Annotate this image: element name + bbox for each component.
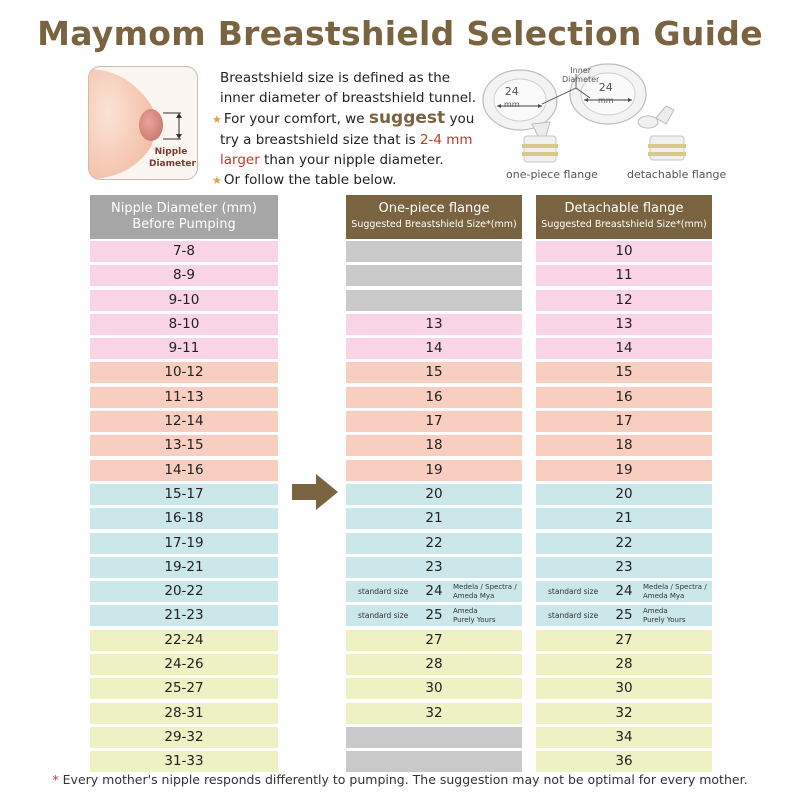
detachable-size-value: 11 (615, 267, 633, 284)
detachable-size-label: 24 mm (598, 81, 614, 105)
compatible-brands-label (453, 583, 533, 600)
compatible-brands-label (643, 607, 723, 624)
brand-line: Purely Yours (453, 615, 496, 624)
onepiece-size-cell (346, 265, 522, 286)
brand-line: Ameda (453, 607, 478, 616)
nipple-diameter-cell: 13-15 (90, 435, 278, 456)
nipple-diameter-cell: 7-8 (90, 241, 278, 262)
compatible-brands-label (643, 583, 723, 600)
nipple-diameter-label: Nipple Diameter (149, 147, 196, 169)
onepiece-size-cell (346, 411, 522, 432)
nipple-diameter-cell: 31-33 (90, 751, 278, 772)
right-arrow-icon (292, 474, 338, 514)
onepiece-size-value: 20 (425, 485, 443, 502)
onepiece-size-cell (346, 703, 522, 724)
onepiece-size-cell (346, 387, 522, 408)
onepiece-size-cell (346, 241, 522, 262)
nipple-diameter-cell: 8-10 (90, 314, 278, 335)
onepiece-size-cell (346, 338, 522, 359)
onepiece-size-cell (346, 654, 522, 675)
onepiece-size-value: 27 (425, 631, 443, 648)
detachable-flange-caption: detachable flange (627, 168, 727, 181)
nipple-diameter-cell: 8-9 (90, 265, 278, 286)
onepiece-size-value: 24 (425, 583, 443, 600)
onepiece-size-value: 13 (425, 315, 443, 332)
standard-size-label: standard size (548, 587, 599, 597)
nipple-diameter-cell: 9-10 (90, 290, 278, 311)
detachable-size-cell (536, 314, 712, 335)
detachable-size-value: 10 (615, 243, 633, 259)
onepiece-size-value: 28 (425, 656, 443, 673)
detachable-size-value: 22 (615, 534, 633, 551)
nipple-diameter-cell: 24-26 (90, 654, 278, 675)
onepiece-size-value: 19 (425, 461, 443, 478)
detachable-size-cell (536, 241, 712, 262)
detachable-size-value: 36 (615, 753, 633, 770)
inner-diameter-label: Inner Diameter (562, 66, 600, 84)
detachable-size-value: 13 (615, 315, 633, 332)
detachable-size-value: 34 (615, 728, 633, 745)
detachable-size-cell (536, 727, 712, 748)
detachable-size-cell (536, 460, 712, 481)
onepiece-size-cell (346, 460, 522, 481)
detachable-size-cell (536, 751, 712, 772)
detachable-size-value: 30 (615, 680, 633, 697)
onepiece-size-value: 21 (425, 510, 443, 527)
onepiece-size-value: 15 (425, 364, 443, 381)
onepiece-flange-header: One-piece flange Suggested Breastshield Size*(mm) (346, 195, 522, 239)
nipple-diameter-cell: 28-31 (90, 703, 278, 724)
detachable-size-cell (536, 338, 712, 359)
nipple-diameter-cell: 9-11 (90, 338, 278, 359)
nipple-diameter-cell: 10-12 (90, 362, 278, 383)
standard-size-label: standard size (358, 587, 409, 597)
onepiece-size-cell (346, 435, 522, 456)
detachable-size-value: 25 (615, 607, 633, 624)
star-icon: ★ (212, 174, 222, 187)
onepiece-size-value: 18 (425, 437, 443, 454)
nipple-diameter-cell: 11-13 (90, 387, 278, 408)
detachable-size-value: 18 (615, 437, 633, 454)
nipple-diameter-cell: 17-19 (90, 533, 278, 554)
nipple-diameter-cell: 12-14 (90, 411, 278, 432)
brand-line: Purely Yours (643, 615, 686, 624)
star-icon: ★ (212, 113, 222, 126)
onepiece-flange-column (346, 195, 522, 776)
intro-text: Breastshield size is defined as the inner diameter of breastshield tunnel. ★ For your comfort, we suggest you try a breastshield size that is 2-4 mm larger than your nipple diameter. ★ Or follow the table below. (212, 70, 477, 188)
detachable-size-value: 27 (615, 631, 633, 648)
footnote: * Every mother's nipple responds differently to pumping. The suggestion may not be optimal for every mother. (52, 772, 748, 787)
onepiece-size-value: 30 (425, 680, 443, 697)
detachable-size-cell (536, 533, 712, 554)
compatible-brands-label (453, 607, 533, 624)
detachable-size-value: 23 (615, 558, 633, 575)
onepiece-size-cell (346, 630, 522, 651)
nipple-diameter-cell: 22-24 (90, 630, 278, 651)
detachable-size-cell (536, 678, 712, 699)
onepiece-size-value: 25 (425, 607, 443, 624)
onepiece-size-cell (346, 678, 522, 699)
nipple-diameter-cell: 21-23 (90, 605, 278, 626)
nipple-diameter-cell: 25-27 (90, 678, 278, 699)
nipple-diameter-cell: 20-22 (90, 581, 278, 602)
onepiece-size-cell (346, 605, 522, 626)
detachable-flange-header: Detachable flange Suggested Breastshield Size*(mm) (536, 195, 712, 239)
nipple-diameter-cell: 15-17 (90, 484, 278, 505)
onepiece-size-value: 32 (425, 704, 443, 721)
nipple-illustration (88, 66, 198, 180)
detachable-size-cell (536, 265, 712, 286)
detachable-size-cell (536, 411, 712, 432)
detachable-size-cell (536, 387, 712, 408)
detachable-size-cell (536, 630, 712, 651)
onepiece-size-cell (346, 484, 522, 505)
nipple-diameter-cell: 14-16 (90, 460, 278, 481)
onepiece-size-cell (346, 508, 522, 529)
onepiece-size-value: 16 (425, 388, 443, 405)
onepiece-size-cell (346, 314, 522, 335)
page-title: Maymom Breastshield Selection Guide (37, 14, 763, 53)
onepiece-size-cell (346, 581, 522, 602)
onepiece-size-cell (346, 751, 522, 772)
onepiece-size-cell (346, 533, 522, 554)
brand-line: Ameda (643, 607, 668, 616)
brand-line: Medela / Spectra / (643, 583, 707, 592)
onepiece-size-value: 22 (425, 534, 443, 551)
detachable-size-cell (536, 290, 712, 311)
detachable-size-cell (536, 605, 712, 626)
standard-size-label: standard size (548, 611, 599, 621)
onepiece-size-cell (346, 557, 522, 578)
onepiece-size-value: 14 (425, 340, 443, 357)
onepiece-size-cell (346, 727, 522, 748)
onepiece-size-label: 24 mm (504, 85, 520, 109)
onepiece-flange-caption: one-piece flange (506, 168, 598, 181)
nipple-diameter-cell: 19-21 (90, 557, 278, 578)
onepiece-size-cell (346, 290, 522, 311)
detachable-size-cell (536, 703, 712, 724)
detachable-size-value: 19 (615, 461, 633, 478)
nipple-diameter-cell: 29-32 (90, 727, 278, 748)
detachable-size-cell (536, 654, 712, 675)
detachable-size-value: 20 (615, 485, 633, 502)
detachable-size-cell (536, 362, 712, 383)
brand-line: Ameda Mya (643, 591, 685, 600)
detachable-size-value: 17 (615, 413, 633, 430)
detachable-size-value: 16 (615, 388, 633, 405)
detachable-size-value: 24 (615, 583, 633, 600)
detachable-flange-column (536, 195, 712, 776)
nipple-diameter-cell: 16-18 (90, 508, 278, 529)
onepiece-size-value: 17 (425, 413, 443, 430)
nipple-diameter-column (90, 195, 278, 776)
nipple-diameter-header: Nipple Diameter (mm) Before Pumping (90, 195, 278, 239)
detachable-size-value: 21 (615, 510, 633, 527)
detachable-size-value: 12 (615, 291, 633, 308)
brand-line: Ameda Mya (453, 591, 495, 600)
detachable-size-cell (536, 581, 712, 602)
onepiece-size-cell (346, 362, 522, 383)
flange-illustrations (480, 62, 730, 186)
detachable-size-cell (536, 435, 712, 456)
detachable-size-value: 15 (615, 364, 633, 381)
standard-size-label: standard size (358, 611, 409, 621)
detachable-size-cell (536, 557, 712, 578)
detachable-size-value: 28 (615, 656, 633, 673)
brand-line: Medela / Spectra / (453, 583, 517, 592)
detachable-size-cell (536, 508, 712, 529)
detachable-size-cell (536, 484, 712, 505)
detachable-size-value: 32 (615, 704, 633, 721)
detachable-size-value: 14 (615, 340, 633, 357)
onepiece-size-value: 23 (425, 558, 443, 575)
